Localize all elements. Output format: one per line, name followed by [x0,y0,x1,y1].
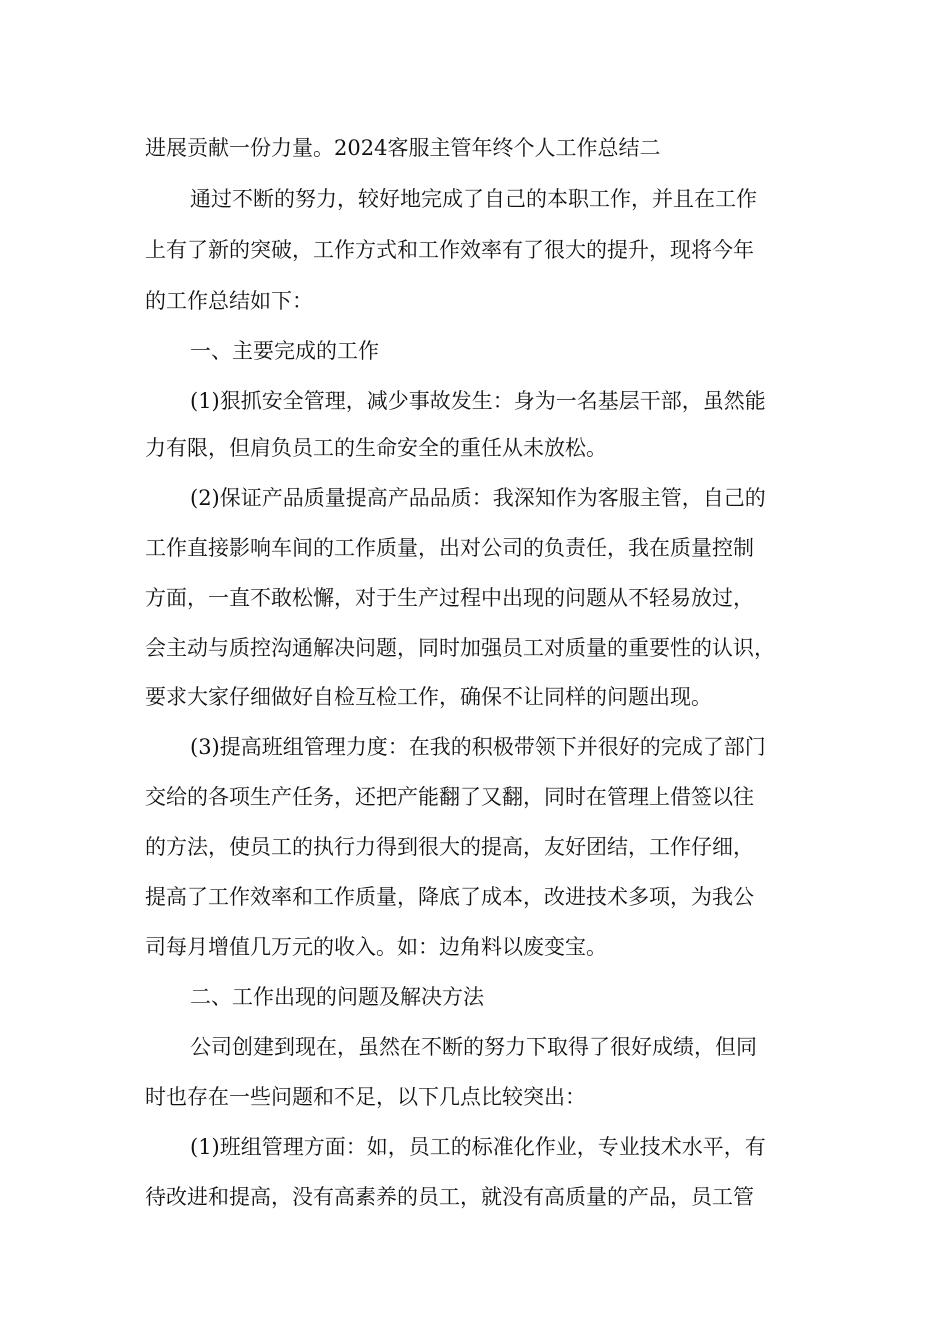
text-line: 要求大家仔细做好自检互检工作，确保不让同样的问题出现。 [145,685,712,709]
paragraph-first-line: (3)提高班组管理力度：在我的积极带领下并很好的完成了部门 [190,735,766,759]
text-line: 力有限，但肩负员工的生命安全的重任从未放松。 [145,436,607,460]
text-line: 交给的各项生产任务，还把产能翻了又翻，同时在管理上借签以往 [145,785,754,809]
paragraph-first-line: 公司创建到现在，虽然在不断的努力下取得了很好成绩，但同 [190,1035,757,1059]
text-line: 提高了工作效率和工作质量，降底了成本，改进技术多项，为我公 [145,885,754,909]
paragraph-first-line: (1)狠抓安全管理，减少事故发生：身为一名基层干部，虽然能 [190,389,766,413]
text-line: 进展贡献一份力量。2024客服主管年终个人工作总结二 [145,136,661,160]
text-line: 司每月增值几万元的收入。如：边角料以废变宝。 [145,935,607,959]
text-line: 的方法，使员工的执行力得到很大的提高，友好团结，工作仔细， [145,835,754,859]
text-line: 工作直接影响车间的工作质量，出对公司的负责任，我在质量控制 [145,536,754,560]
section-heading: 一、主要完成的工作 [190,339,379,363]
text-line: 会主动与质控沟通解决问题，同时加强员工对质量的重要性的认识， [145,636,775,660]
text-line: 待改进和提高，没有高素养的员工，就没有高质量的产品，员工管 [145,1185,754,1209]
text-line: 上有了新的突破，工作方式和工作效率有了很大的提升，现将今年 [145,238,754,262]
text-line: 的工作总结如下： [145,289,313,313]
paragraph-first-line: 通过不断的努力，较好地完成了自己的本职工作，并且在工作 [190,187,757,211]
paragraph-first-line: (2)保证产品质量提高产品品质：我深知作为客服主管，自己的 [190,486,766,510]
text-line: 时也存在一些问题和不足，以下几点比较突出： [145,1085,586,1109]
paragraph-first-line: (1)班组管理方面：如，员工的标准化作业，专业技术水平，有 [190,1135,766,1159]
section-heading: 二、工作出现的问题及解决方法 [190,985,484,1009]
text-line: 方面，一直不敢松懈，对于生产过程中出现的问题从不轻易放过， [145,586,754,610]
